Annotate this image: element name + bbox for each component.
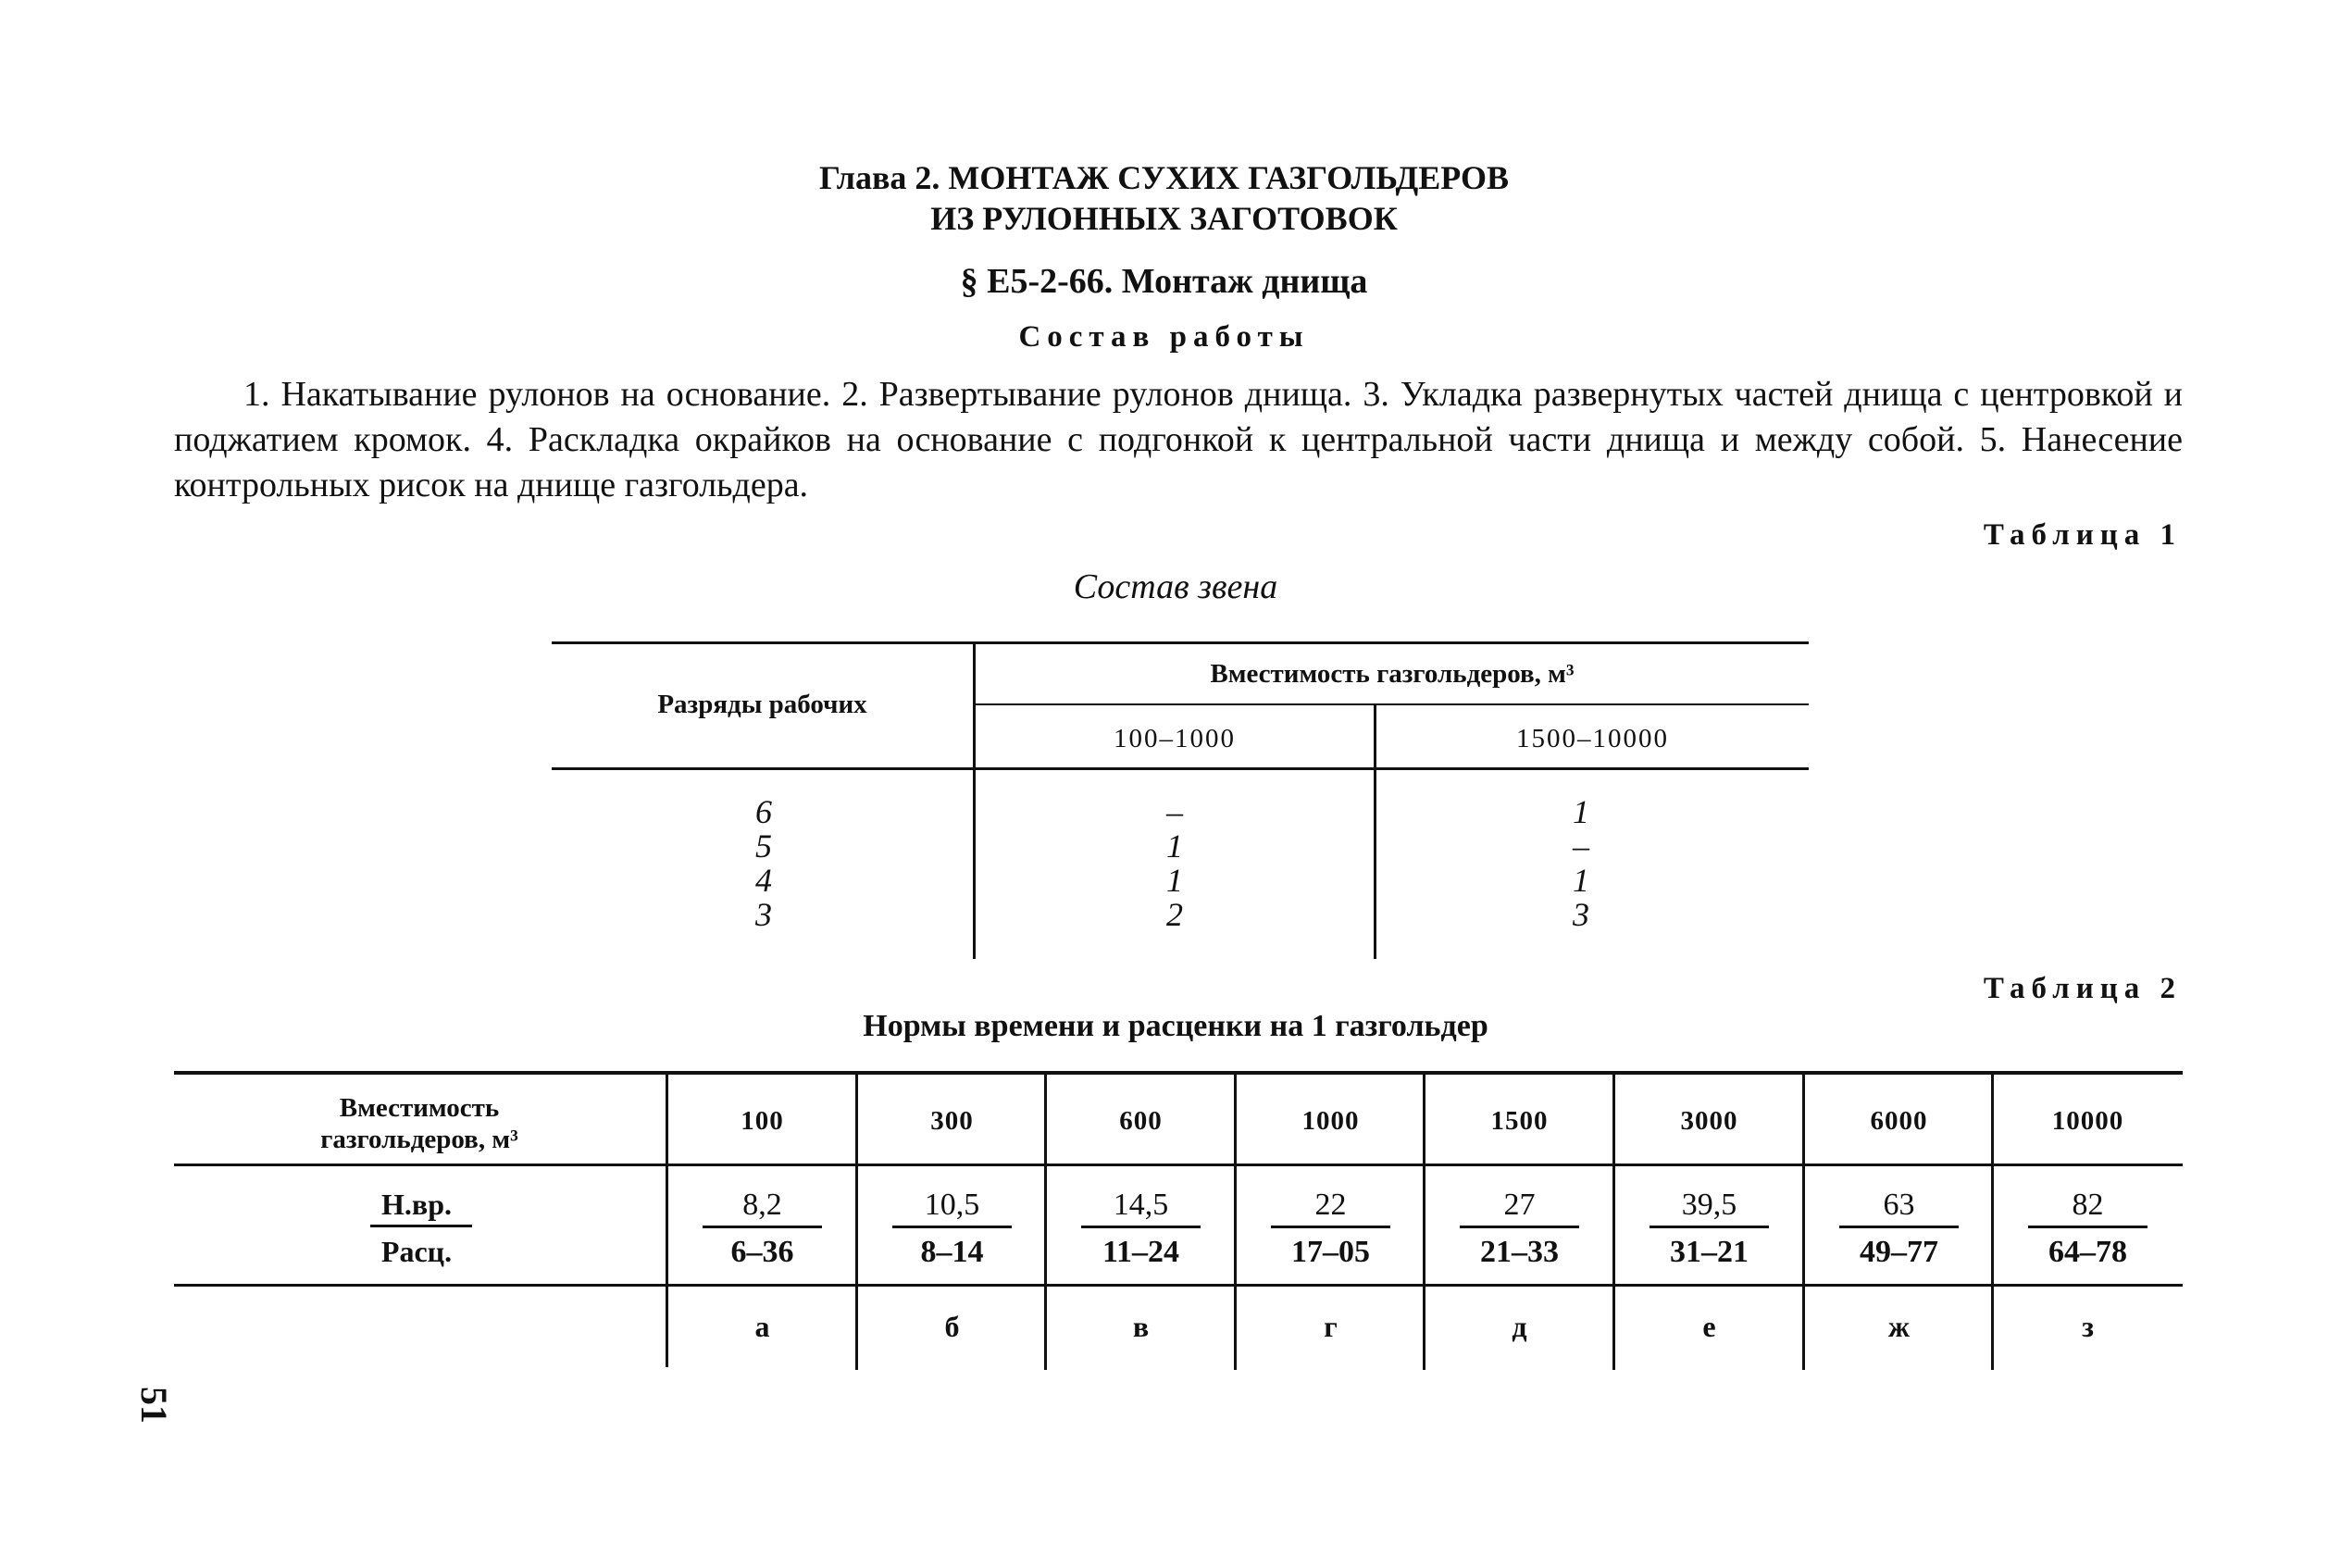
table2-norm-cell: 8,2 bbox=[742, 1188, 782, 1222]
table1-col1-cell: – bbox=[1166, 793, 1183, 830]
table1-rank-cell: 5 bbox=[755, 828, 772, 865]
table2-fraction-line bbox=[1081, 1226, 1201, 1228]
table2-rate-cell: 11–24 bbox=[1102, 1235, 1180, 1269]
table2-fraction-line bbox=[703, 1226, 822, 1228]
table2-rate-cell: 64–78 bbox=[2048, 1235, 2127, 1269]
work-composition-heading: Состав работы bbox=[1018, 320, 1310, 354]
table2-capacity-cell: 6000 bbox=[1870, 1106, 1928, 1136]
chapter-title-line2: ИЗ РУЛОННЫХ ЗАГОТОВОК bbox=[930, 200, 1398, 237]
table1-col2-header: 1500–10000 bbox=[1516, 724, 1669, 753]
table2-letter-cell: г bbox=[1324, 1310, 1338, 1343]
table1-label: Таблица 1 bbox=[1983, 518, 2182, 552]
table2-rate-cell: 17–05 bbox=[1291, 1235, 1370, 1269]
table2-row-label-rate: Расц. bbox=[380, 1235, 453, 1268]
table2-letter-cell: д bbox=[1512, 1310, 1527, 1343]
table2-rate-cell: 21–33 bbox=[1480, 1235, 1559, 1269]
table1-col1-cell: 2 bbox=[1166, 896, 1183, 933]
table1-header-rank: Разряды рабочих bbox=[657, 690, 867, 719]
table2-rate-cell: 49–77 bbox=[1860, 1235, 1938, 1269]
table2-letter-cell: б bbox=[944, 1310, 960, 1343]
table2-norm-cell: 82 bbox=[2072, 1188, 2104, 1222]
table2-capacity-cell: 10000 bbox=[2051, 1106, 2124, 1136]
table2-rate-cell: 8–14 bbox=[920, 1235, 984, 1269]
table2-capacity-cell: 1500 bbox=[1490, 1106, 1549, 1136]
table2-capacity-cell: 1000 bbox=[1301, 1106, 1360, 1136]
table2-norm-cell: 63 bbox=[1883, 1188, 1915, 1222]
table1-col1-cell: 1 bbox=[1166, 862, 1183, 899]
table2-fraction-line bbox=[2028, 1226, 2147, 1228]
table1-col1-header: 100–1000 bbox=[1114, 724, 1236, 753]
table2-fraction-line bbox=[1460, 1226, 1579, 1228]
table1-caption: Состав звена bbox=[1073, 567, 1278, 606]
table1-rank-cell: 6 bbox=[755, 793, 772, 830]
table1-col2-cell: 3 bbox=[1573, 896, 1589, 933]
table2-fraction-line bbox=[1271, 1226, 1390, 1228]
work-composition-body: 1. Накатывание рулонов на основание. 2. Развертывание рулонов днища. 3. Укладка развернутых частей днища с центровкой и поджатием кромок. 4. Раскладка окрайков на основание с подгонкой к центральной части днища и между собой. 5. Нанесение контрольных рисок на днище газгольдера. bbox=[174, 375, 2183, 504]
table1-col2-cell: – bbox=[1573, 828, 1589, 865]
table2-caption: Нормы времени и расценки на 1 газгольдер bbox=[863, 1009, 1488, 1043]
table2-letter-cell: е bbox=[1702, 1310, 1716, 1343]
page-number: 51 bbox=[133, 1387, 175, 1424]
table1-col2-cell: 1 bbox=[1573, 862, 1589, 899]
table1-rank-cell: 4 bbox=[755, 862, 772, 899]
table2-letter-cell: ж bbox=[1887, 1310, 1911, 1343]
table2-capacity-cell: 300 bbox=[930, 1106, 974, 1136]
table2-fraction-line bbox=[892, 1226, 1012, 1228]
table1-header-capacity: Вместимость газгольдеров, м³ bbox=[1210, 659, 1575, 689]
table2-rate-cell: 31–21 bbox=[1670, 1235, 1749, 1269]
table2-header-capacity-text: Вместимость газгольдеров, м³ bbox=[320, 1093, 518, 1154]
table2-label: Таблица 2 bbox=[1983, 972, 2182, 1005]
table2-letter-cell: а bbox=[754, 1310, 770, 1343]
table2-letter-cell: в bbox=[1132, 1310, 1150, 1343]
table2-header-rule bbox=[174, 1164, 2183, 1166]
table2-header-capacity bbox=[174, 1092, 665, 1155]
table2-capacity-cell: 3000 bbox=[1680, 1106, 1738, 1136]
section-title: § Е5-2-66. Монтаж днища bbox=[960, 262, 1368, 301]
table2-norm-cell: 22 bbox=[1314, 1188, 1347, 1222]
chapter-title-line1: Глава 2. МОНТАЖ СУХИХ ГАЗГОЛЬДЕРОВ bbox=[818, 159, 1510, 196]
table2-norm-cell: 27 bbox=[1503, 1188, 1536, 1222]
table2-letter-cell: з bbox=[2082, 1310, 2094, 1343]
table2-norm-cell: 10,5 bbox=[924, 1188, 980, 1222]
table2-fraction-line bbox=[1650, 1226, 1769, 1228]
table2-body-rule bbox=[174, 1284, 2183, 1287]
table2-row-label-norm: Н.вр. bbox=[381, 1188, 452, 1221]
table2-row-label-fraction-line bbox=[370, 1225, 472, 1227]
table2-norm-cell: 39,5 bbox=[1681, 1188, 1737, 1222]
table2-capacity-cell: 600 bbox=[1119, 1106, 1163, 1136]
table1-rank-cell: 3 bbox=[755, 896, 772, 933]
table1-col1-cell: 1 bbox=[1166, 828, 1183, 865]
table1-col2-cell: 1 bbox=[1573, 793, 1589, 830]
table2-fraction-line bbox=[1839, 1226, 1959, 1228]
table2-capacity-cell: 100 bbox=[741, 1106, 784, 1136]
table2-norm-cell: 14,5 bbox=[1113, 1188, 1169, 1222]
table2-top-rule bbox=[174, 1071, 2183, 1075]
table2-rate-cell: 6–36 bbox=[730, 1235, 794, 1269]
